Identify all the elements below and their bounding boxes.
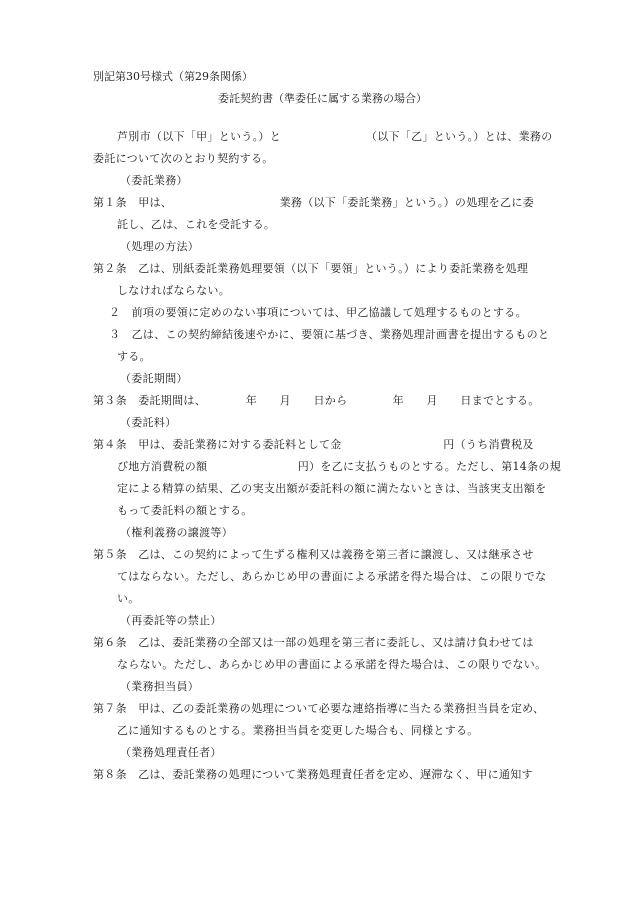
article-line: 第６条 乙は、委託業務の全部又は一部の処理を第三者に委託し、又は請け負わせては <box>93 636 534 649</box>
article-heading: （処理の方法） <box>120 240 200 253</box>
article-line: 第７条 甲は、乙の委託業務の処理について必要な連絡指導に当たる業務担当員を定め、 <box>93 702 545 715</box>
article-line: 第２条 乙は、別紙委託業務処理要領（以下「要領」という。）により委託業務を処理 <box>93 262 529 275</box>
article-line: 第４条 甲は、委託業務に対する委託料として金 円（うち消費税及 <box>93 438 534 451</box>
article-line: もって委託料の額とする。 <box>117 504 253 517</box>
article-line: 託し、乙は、これを受託する。 <box>117 218 276 231</box>
intro-line: 芦別市（以下「甲」という。）と （以下「乙」という。）とは、業務の <box>117 130 553 143</box>
article-line: する。 <box>117 350 151 363</box>
article-line: ならない。ただし、あらかじめ甲の書面による承諾を得た場合は、この限りでない。 <box>117 658 547 671</box>
article-heading: （業務処理責任者） <box>120 746 222 759</box>
article-line: 第１条 甲は、 業務（以下「委託業務」という。）の処理を乙に委 <box>93 196 534 209</box>
form-label: 別記第30号様式（第29条関係） <box>93 70 253 83</box>
article-line: い。 <box>117 592 140 605</box>
article-heading: （業務担当員） <box>120 680 200 693</box>
article-heading: （委託期間） <box>120 372 188 385</box>
article-line: 第３条 委託期間は、 年 月 日から 年 月 日までとする。 <box>93 394 540 407</box>
article-heading: （委託料） <box>120 416 177 429</box>
article-heading: （委託業務） <box>120 174 188 187</box>
intro-line: 委託について次のとおり契約する。 <box>93 152 274 165</box>
article-line: ３ 乙は、この契約締結後速やかに、要領に基づき、業務処理計画書を提出するものと <box>109 328 550 341</box>
article-heading: （再委託等の禁止） <box>120 614 222 627</box>
article-line: び地方消費税の額 円）を乙に支払うものとする。ただし、第14条の規 <box>117 460 561 473</box>
article-heading: （権利義務の譲渡等） <box>120 526 233 539</box>
article-line: 第５条 乙は、この契約によって生ずる権利又は義務を第三者に譲渡し、又は継承させ <box>93 548 534 561</box>
article-line: 乙に通知するものとする。業務担当員を変更した場合も、同様とする。 <box>117 724 479 737</box>
article-line: てはならない。ただし、あらかじめ甲の書面による承諾を得た場合は、この限りでな <box>117 570 547 583</box>
article-line: ２ 前項の要領に定めのない事項については、甲乙協議して処理するものとする。 <box>109 306 527 319</box>
document-title: 委託契約書（準委任に属する業務の場合） <box>218 92 427 105</box>
article-line: 第８条 乙は、委託業務の処理について業務処理責任者を定め、遅滞なく、甲に通知す <box>93 768 533 781</box>
article-line: 定による精算の結果、乙の実支出額が委託料の額に満たないときは、当該実支出額を <box>117 482 547 495</box>
article-line: しなければならない。 <box>117 284 230 297</box>
